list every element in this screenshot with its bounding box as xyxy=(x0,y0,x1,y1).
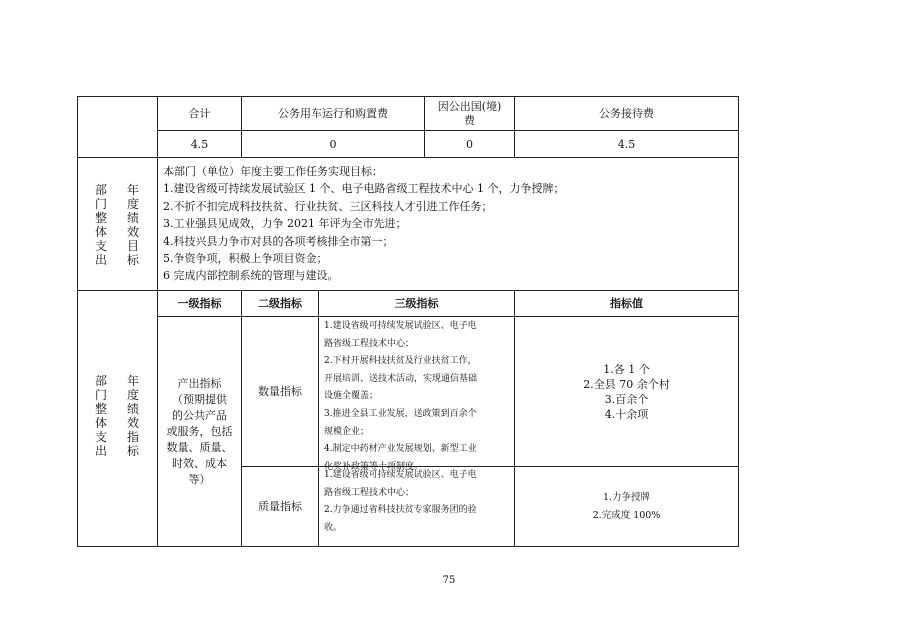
level2-quantity: 数量指标 xyxy=(258,385,302,398)
budget-header-total: 合计 xyxy=(188,107,211,120)
goal-line-1: 1.建设省级可持续发展试验区 1 个、电子电路省级工程技术中心 1 个，力争授牌； xyxy=(163,182,565,196)
budget-header-vehicle: 公务用车运行和购置费 xyxy=(278,107,388,120)
goals-text xyxy=(163,163,564,285)
budget-value-abroad: 0 xyxy=(466,137,473,151)
goals-side-label-right: 年 度 绩 效 目 标 xyxy=(127,183,140,267)
table-bottom-border xyxy=(77,546,738,547)
header-level3: 三级指标 xyxy=(394,297,439,310)
value-quantity: 1.各 1 个 2.全县 70 余个村 3.百余个 4.十余项 xyxy=(583,362,670,421)
indicators-side-label-left: 部 门 整 体 支 出 xyxy=(95,374,108,458)
goal-line-6: 6 完成内部控制系统的管理与建设。 xyxy=(163,269,339,283)
level1-output-indicator: 产出指标 （预期提供 的公共产品 或服务，包括 数量、质量、 时效、成本 等） xyxy=(166,376,233,486)
row-divider-goals-top xyxy=(77,157,738,158)
budget-value-vehicle: 0 xyxy=(329,137,337,151)
goals-side-label-left: 部 门 整 体 支 出 xyxy=(95,183,108,267)
goal-line-3: 3.工业强县见成效，力争 2021 年评为全市先进； xyxy=(163,217,407,231)
level3-quantity-text: 1.建设省级可持续发展试验区、电子电 路省级工程技术中心； 2.下村开展科技扶贫及行业扶贫工作， 开展培训、送技术活动，实现通信基础 设施全覆盖； 3.推进全县工业发展，送政策到百余个 规模企业； 4.制定中药材产业发展规划、新型工业 化奖补政策等十项制度。 xyxy=(324,321,478,472)
page-number: 75 xyxy=(442,575,456,586)
budget-header-abroad: 因公出国(境)费 xyxy=(437,99,502,127)
goal-line-4: 4.科技兴县力争市对县的各项考核排全市第一； xyxy=(163,234,394,248)
header-level1: 一级指标 xyxy=(177,297,222,310)
header-value: 指标值 xyxy=(610,297,643,310)
level2-quality: 质量指标 xyxy=(258,500,302,513)
indicators-side-label-right: 年 度 绩 效 指 标 xyxy=(127,374,140,458)
table-left-border xyxy=(77,96,78,547)
indicator-col-divider-2 xyxy=(318,290,319,547)
goal-line-2: 2.不折不扣完成科技扶贫、行业扶贫、三区科技人才引进工作任务； xyxy=(163,199,493,213)
budget-header-reception: 公务接待费 xyxy=(599,107,654,120)
budget-value-reception: 4.5 xyxy=(617,137,636,151)
goal-line-intro: 本部门（单位）年度主要工作任务实现目标： xyxy=(163,165,383,178)
value-quality: 1.力争授牌 2.完成度 100% xyxy=(592,491,661,521)
budget-value-total: 4.5 xyxy=(190,137,209,151)
table-right-border xyxy=(738,96,739,547)
header-level2: 二级指标 xyxy=(258,297,302,310)
level3-quality-text: 1.建设省级可持续发展试验区、电子电 路省级工程技术中心； 2.力争通过省科技扶贫专家服务团的验 收。 xyxy=(324,470,477,533)
goal-line-5: 5.争资争项，积极上争项目资金； xyxy=(163,252,328,266)
